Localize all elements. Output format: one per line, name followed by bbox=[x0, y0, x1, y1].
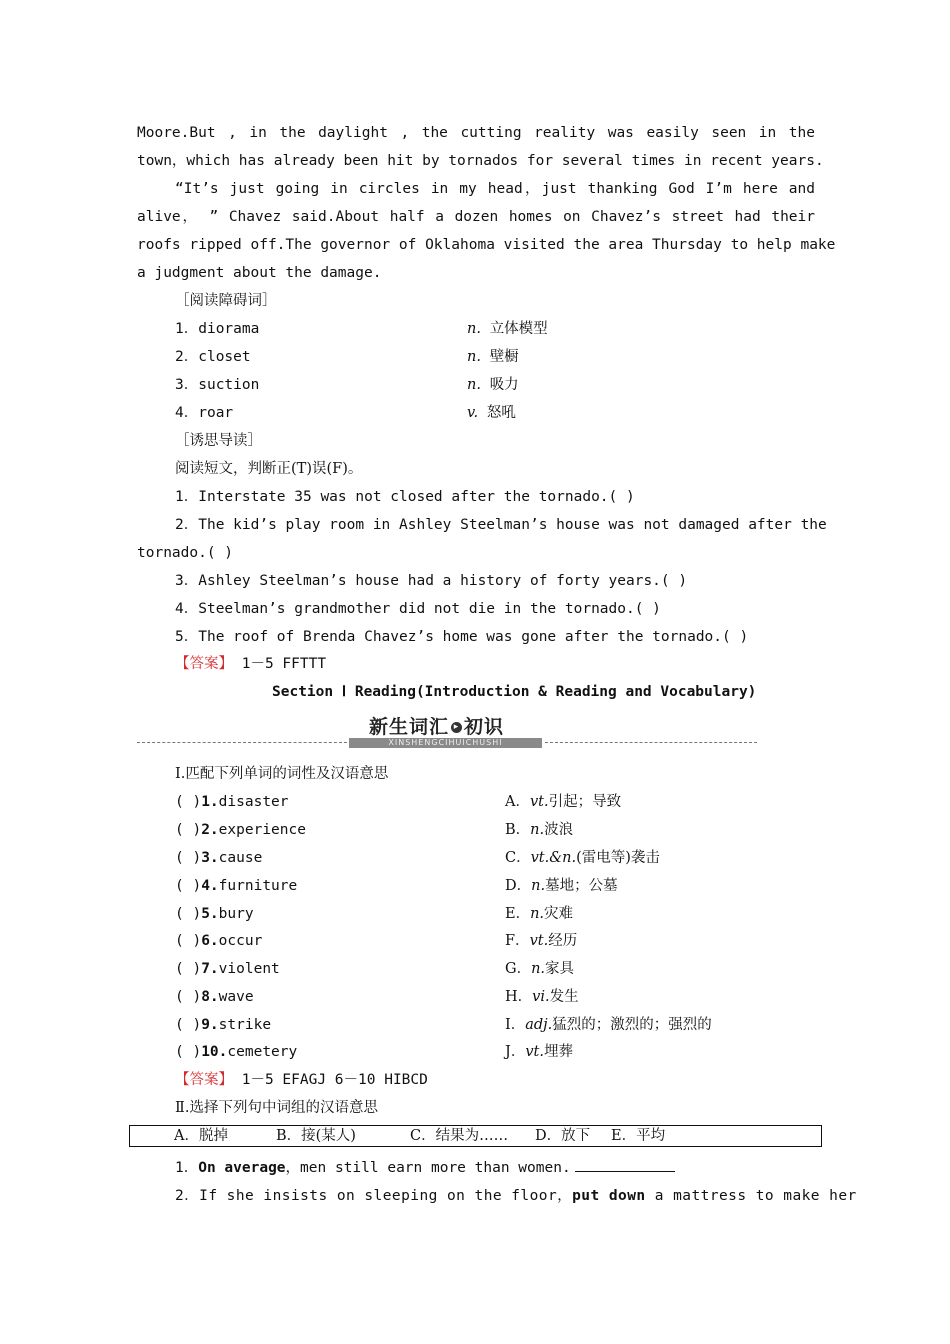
vocab-item bbox=[175, 343, 815, 371]
sentence-text: ，men still earn more than women. bbox=[285, 1160, 571, 1176]
phrase-option: D．放下 bbox=[535, 1128, 591, 1144]
answer-label: 【答案】 bbox=[175, 656, 233, 672]
vocab-item bbox=[175, 371, 815, 399]
vocab-num: 3． bbox=[175, 377, 199, 393]
option-pos: vt.&n. bbox=[530, 850, 577, 866]
match-row bbox=[175, 983, 815, 1011]
option-meaning: 发生 bbox=[549, 989, 579, 1005]
phrase-options-box bbox=[129, 1125, 822, 1147]
answer-paren[interactable]: ( ) bbox=[175, 1017, 202, 1033]
guide-heading: ［诱思导读］ bbox=[175, 433, 262, 449]
vocab-word: closet bbox=[198, 349, 251, 365]
question-2-line-1: 2．The kid’s play room in Ashley Steelman’s house was not damaged after the bbox=[175, 517, 827, 533]
banner-title bbox=[369, 712, 504, 739]
match-row bbox=[175, 1038, 815, 1066]
option-meaning: 波浪 bbox=[544, 822, 574, 838]
match-row bbox=[175, 900, 815, 928]
vocab-pos: n. bbox=[467, 377, 481, 393]
match-row bbox=[175, 788, 815, 816]
answer-line-1 bbox=[175, 650, 815, 678]
vocab-meaning: 吸力 bbox=[489, 377, 519, 393]
section-banner bbox=[137, 712, 757, 752]
option-pos: vt. bbox=[529, 794, 549, 810]
option-letter: D． bbox=[505, 878, 532, 894]
option-letter: J． bbox=[505, 1044, 526, 1060]
passage-line-1: Moore.But , in the daylight , the cutting reality was easily seen in the bbox=[137, 125, 815, 141]
question-2-line-2: tornado.( ) bbox=[137, 545, 234, 561]
question-1: 1．Interstate 35 was not closed after the tornado.( ) bbox=[175, 489, 635, 505]
match-num: 7. bbox=[201, 961, 219, 977]
match-num: 4. bbox=[201, 878, 219, 894]
sentence-1 bbox=[175, 1154, 815, 1182]
match-num: 10. bbox=[201, 1044, 228, 1060]
passage-line-5: roofs ripped off.The governor of Oklahoma visited the area Thursday to help make bbox=[137, 237, 836, 253]
option-pos: adj. bbox=[525, 1017, 553, 1033]
option-meaning: (雷电等)袭击 bbox=[576, 850, 660, 866]
vocab-item bbox=[175, 399, 815, 427]
vocab-word: suction bbox=[198, 377, 260, 393]
passage-line-2: town，which has already been hit by tornados for several times in recent years. bbox=[137, 153, 824, 169]
vocab-word: roar bbox=[198, 405, 234, 421]
option-pos: vt. bbox=[525, 1044, 544, 1060]
phrase-option: E．平均 bbox=[611, 1128, 666, 1144]
answer-paren[interactable]: ( ) bbox=[175, 822, 202, 838]
vocab-item bbox=[175, 315, 815, 343]
answer-paren[interactable]: ( ) bbox=[175, 906, 202, 922]
answer-paren[interactable]: ( ) bbox=[175, 794, 202, 810]
match-num: 9. bbox=[201, 1017, 219, 1033]
match-row bbox=[175, 927, 815, 955]
match-num: 6. bbox=[201, 933, 219, 949]
match-word: wave bbox=[218, 989, 254, 1005]
passage-line-6: a judgment about the damage. bbox=[137, 265, 382, 281]
sentence-text: If she insists on sleeping on the floor， bbox=[199, 1188, 573, 1204]
phrase-option: C．结果为…… bbox=[410, 1128, 509, 1144]
option-pos: n. bbox=[530, 906, 545, 922]
option-letter: I． bbox=[505, 1017, 526, 1033]
question-4: 4．Steelman’s grandmother did not die in the tornado.( ) bbox=[175, 601, 661, 617]
option-letter: A． bbox=[505, 794, 530, 810]
match-word: furniture bbox=[218, 878, 298, 894]
vocab-heading: ［阅读障碍词］ bbox=[175, 293, 277, 309]
banner-pinyin: XINSHENGCIHUICHUSHI bbox=[349, 738, 542, 748]
answer-paren[interactable]: ( ) bbox=[175, 850, 202, 866]
sentence-num: 2． bbox=[175, 1188, 200, 1204]
phrase-option: B．接(某人) bbox=[276, 1128, 356, 1144]
match-row bbox=[175, 1011, 815, 1039]
option-pos: vt. bbox=[529, 933, 549, 949]
option-letter: E． bbox=[505, 906, 531, 922]
match-num: 5. bbox=[201, 906, 219, 922]
sentence-phrase: put down bbox=[572, 1188, 646, 1204]
option-letter: G． bbox=[505, 961, 532, 977]
option-pos: n. bbox=[531, 961, 546, 977]
answer-blank[interactable] bbox=[575, 1155, 675, 1172]
phrase-option: A．脱掉 bbox=[174, 1128, 228, 1144]
answer-paren[interactable]: ( ) bbox=[175, 989, 202, 1005]
match-word: occur bbox=[218, 933, 263, 949]
match-word: experience bbox=[218, 822, 306, 838]
vocab-num: 2． bbox=[175, 349, 199, 365]
sentence-phrase: On average bbox=[198, 1160, 286, 1176]
vocab-pos: v. bbox=[467, 405, 479, 421]
answer-label: 【答案】 bbox=[175, 1072, 233, 1088]
vocab-meaning: 壁橱 bbox=[489, 349, 519, 365]
match-word: cause bbox=[218, 850, 263, 866]
banner-divider-left bbox=[137, 742, 347, 743]
option-meaning: 引起；导致 bbox=[548, 794, 622, 810]
vocab-meaning: 怒吼 bbox=[486, 405, 516, 421]
match-word: violent bbox=[218, 961, 280, 977]
answer-text: 1－5 FFTTT bbox=[241, 656, 327, 672]
section-title: Section Ⅰ Reading(Introduction & Reading and Vocabulary) bbox=[272, 684, 757, 700]
match-row bbox=[175, 816, 815, 844]
option-letter: B． bbox=[505, 822, 531, 838]
answer-line-2 bbox=[175, 1066, 815, 1094]
phrase-heading: Ⅱ.选择下列句中词组的汉语意思 bbox=[175, 1100, 378, 1116]
answer-paren[interactable]: ( ) bbox=[175, 933, 202, 949]
question-3: 3．Ashley Steelman’s house had a history of forty years.( ) bbox=[175, 573, 688, 589]
vocab-pos: n. bbox=[467, 349, 481, 365]
match-row bbox=[175, 955, 815, 983]
option-meaning: 灾难 bbox=[544, 906, 574, 922]
answer-paren[interactable]: ( ) bbox=[175, 961, 202, 977]
option-letter: H． bbox=[505, 989, 533, 1005]
vocab-word: diorama bbox=[198, 321, 260, 337]
arrow-right-icon: ▸ bbox=[451, 722, 462, 733]
match-num: 8. bbox=[201, 989, 219, 1005]
banner-divider-right bbox=[545, 742, 757, 743]
match-word: bury bbox=[218, 906, 254, 922]
option-meaning: 墓地；公墓 bbox=[545, 878, 618, 894]
option-pos: vi. bbox=[532, 989, 550, 1005]
answer-paren[interactable]: ( ) bbox=[175, 878, 202, 894]
vocab-pos: n. bbox=[467, 321, 481, 337]
option-meaning: 家具 bbox=[545, 961, 575, 977]
vocab-meaning: 立体模型 bbox=[489, 321, 548, 337]
match-word: strike bbox=[218, 1017, 272, 1033]
match-num: 1. bbox=[201, 794, 219, 810]
answer-text: 1－5 EFAGJ 6－10 HIBCD bbox=[241, 1072, 428, 1088]
banner-title-right: 初识 bbox=[464, 716, 505, 738]
answer-paren[interactable]: ( ) bbox=[175, 1044, 202, 1060]
vocab-num: 4． bbox=[175, 405, 199, 421]
option-pos: n. bbox=[531, 878, 546, 894]
match-row bbox=[175, 872, 815, 900]
option-letter: F． bbox=[505, 933, 530, 949]
option-letter: C． bbox=[505, 850, 531, 866]
option-meaning: 猛烈的；激烈的；强烈的 bbox=[552, 1017, 712, 1033]
sentence-text: a mattress to make her bbox=[645, 1188, 857, 1204]
sentence-num: 1． bbox=[175, 1160, 199, 1176]
guide-instruction: 阅读短文，判断正(T)误(F)。 bbox=[175, 461, 363, 477]
passage-line-4: alive， ” Chavez said.About half a dozen homes on Chavez’s street had their bbox=[137, 209, 815, 225]
question-5: 5．The roof of Brenda Chavez’s home was gone after the tornado.( ) bbox=[175, 629, 749, 645]
banner-title-left: 新生词汇 bbox=[369, 716, 450, 738]
match-word: disaster bbox=[218, 794, 289, 810]
option-meaning: 经历 bbox=[548, 933, 578, 949]
sentence-2 bbox=[175, 1182, 857, 1210]
match-num: 3. bbox=[201, 850, 219, 866]
passage-line-3: “It’s just going in circles in my head，just thanking God I’m here and bbox=[175, 181, 815, 197]
option-pos: n. bbox=[530, 822, 545, 838]
match-word: cemetery bbox=[227, 1044, 298, 1060]
option-meaning: 埋葬 bbox=[543, 1044, 573, 1060]
match-heading: Ⅰ.匹配下列单词的词性及汉语意思 bbox=[175, 766, 389, 782]
vocab-num: 1． bbox=[175, 321, 199, 337]
match-num: 2. bbox=[201, 822, 219, 838]
match-row bbox=[175, 844, 815, 872]
